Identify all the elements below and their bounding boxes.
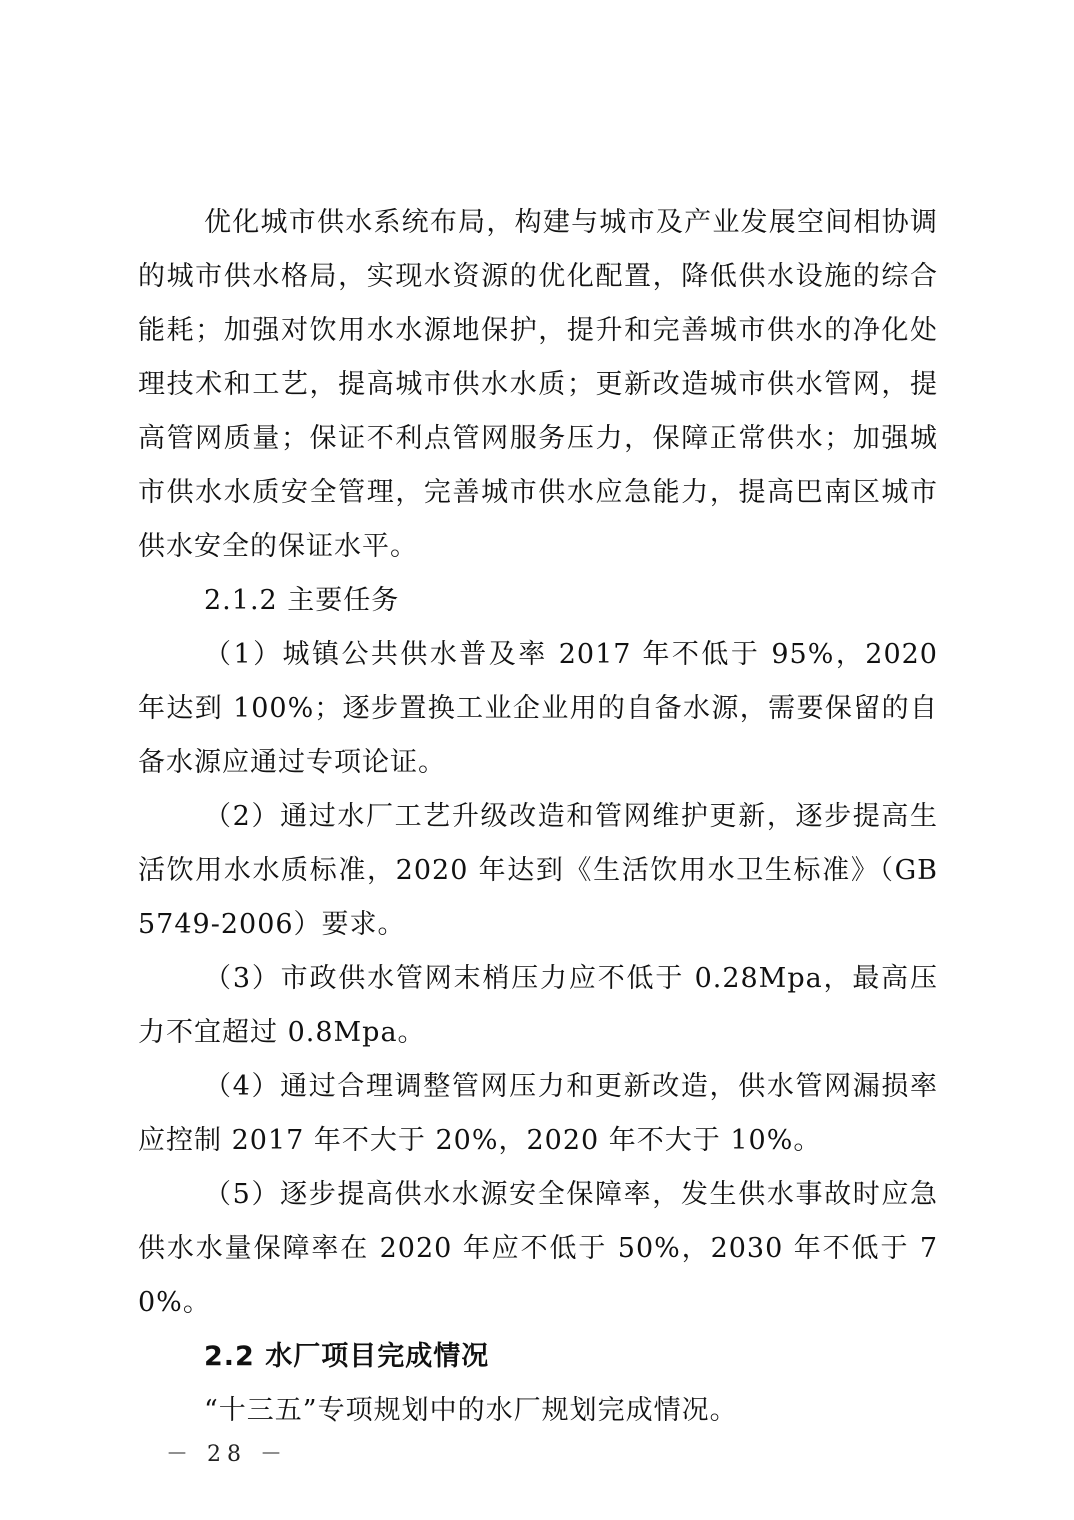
- task-1-paragraph: （1）城镇公共供水普及率 2017 年不低于 95%，2020 年达到 100%；逐步置换工业企业用的自备水源，需要保留的自备水源应通过专项论证。: [138, 639, 938, 778]
- task-5-paragraph: （5）逐步提高供水水源安全保障率，发生供水事故时应急供水水量保障率在 2020 年应不低于 50%，2030 年不低于 70%。: [138, 1179, 938, 1318]
- task-4-paragraph: （4）通过合理调整管网压力和更新改造，供水管网漏损率应控制 2017 年不大于 20%，2020 年不大于 10%。: [138, 1071, 938, 1156]
- task-2-paragraph: （2）通过水厂工艺升级改造和管网维护更新，逐步提高生活饮用水水质标准，2020 年达到《生活饮用水卫生标准》（GB5749-2006）要求。: [138, 801, 938, 940]
- section-2-2-heading: 2.2 水厂项目完成情况: [204, 1341, 490, 1372]
- section-2-1-2-heading: 2.1.2 主要任务: [204, 585, 400, 616]
- section-2-2-paragraph: “十三五”专项规划中的水厂规划完成情况。: [204, 1395, 738, 1426]
- page-body: [138, 196, 938, 1438]
- page-number: － 28 －: [166, 1442, 288, 1467]
- intro-paragraph: 优化城市供水系统布局，构建与城市及产业发展空间相协调的城市供水格局，实现水资源的优化配置，降低供水设施的综合能耗；加强对饮用水水源地保护，提升和完善城市供水的净化处理技术和工艺，提高城市供水水质；更新改造城市供水管网，提高管网质量；保证不利点管网服务压力，保障正常供水；加强城市供水水质安全管理，完善城市供水应急能力，提高巴南区城市供水安全的保证水平。: [138, 207, 938, 562]
- task-3-paragraph: （3）市政供水管网末梢压力应不低于 0.28Mpa，最高压力不宜超过 0.8Mpa。: [138, 963, 938, 1048]
